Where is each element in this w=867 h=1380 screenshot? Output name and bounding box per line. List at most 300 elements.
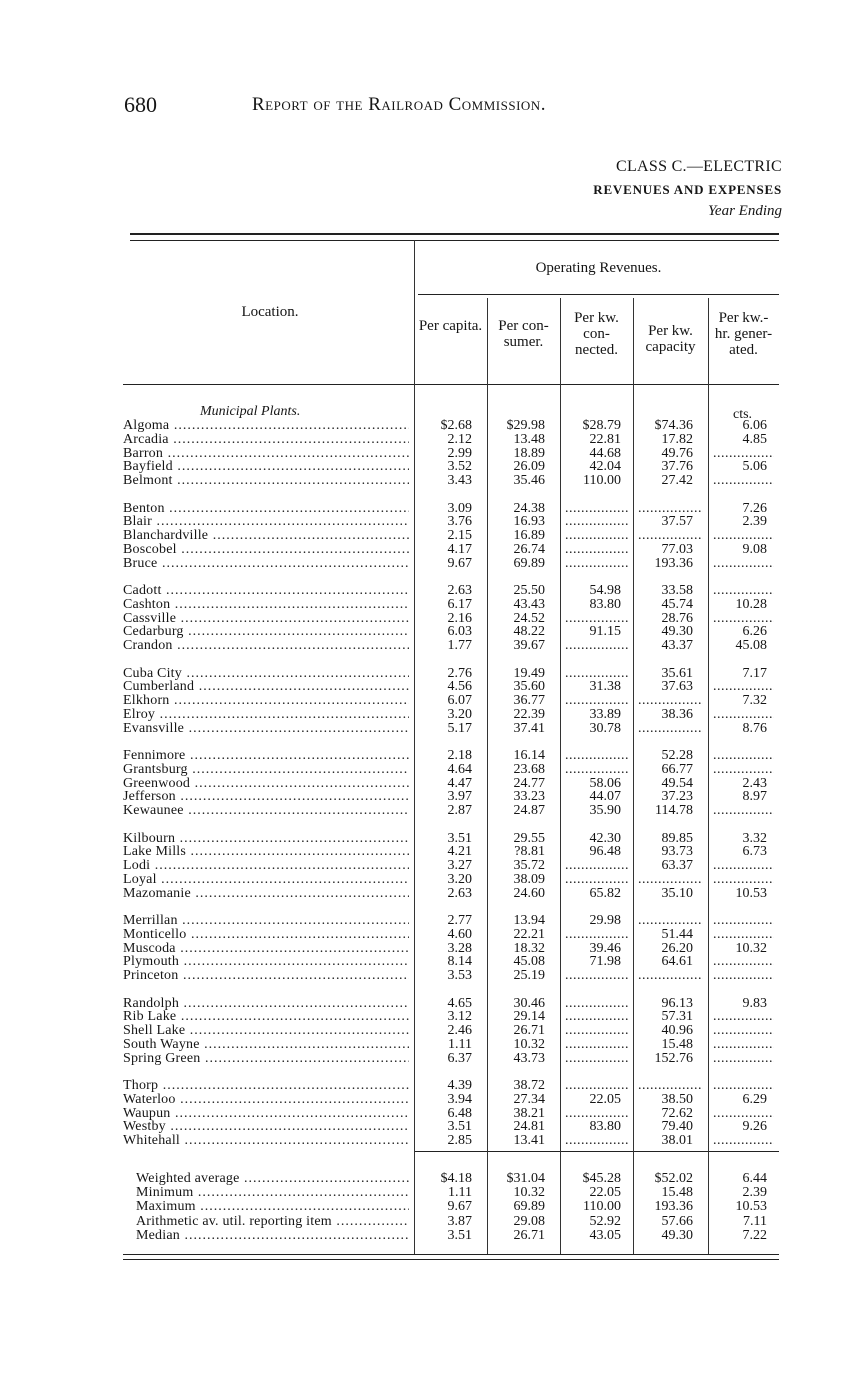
value-cell: 9.67 (447, 555, 472, 571)
value-cell: 93.73 (661, 844, 693, 860)
value-cell: 6.17 (447, 596, 472, 612)
location-name: Grantsburg ..... (123, 763, 409, 777)
blank-cell (713, 1052, 774, 1066)
blank-cell (713, 763, 774, 777)
location-header: Location. (241, 304, 299, 320)
value-cell: $31.04 (506, 1171, 545, 1186)
value-cell: 79.40 (661, 1119, 693, 1135)
value-cell: 2.12 (447, 431, 472, 447)
value-cell: 52.28 (661, 748, 693, 763)
value-cell: 26.74 (513, 541, 545, 557)
value-cell: 66.77 (661, 761, 693, 777)
value-cell: 24.77 (513, 775, 545, 791)
value-cell: 52.92 (589, 1213, 621, 1229)
value-cell: 38.09 (513, 871, 545, 887)
value-cell: 57.66 (661, 1213, 693, 1229)
value-cell: $28.79 (582, 418, 621, 433)
location-name: Waterloo ..... (123, 1093, 409, 1107)
value-cell: 64.61 (661, 954, 693, 970)
location-name: Barron ..... (123, 447, 409, 461)
value-cell: 4.21 (447, 844, 472, 860)
blank-cell (713, 1010, 774, 1024)
blank-cell (713, 1038, 774, 1052)
value-cell: 29.55 (513, 830, 545, 846)
value-cell: 6.26 (742, 624, 767, 640)
value-cell: 16.89 (513, 528, 545, 544)
location-name: Bruce ..... (123, 557, 409, 571)
column-divider (708, 298, 709, 1254)
value-cell: 16.93 (513, 514, 545, 530)
value-cell: 43.37 (661, 638, 693, 654)
value-cell: 110.00 (583, 473, 621, 489)
value-cell: 33.89 (589, 706, 621, 722)
value-cell: 3.27 (447, 858, 472, 874)
location-name: Maximum ..... (136, 1200, 409, 1214)
value-cell: 7.32 (742, 693, 767, 709)
value-cell: 26.09 (513, 459, 545, 475)
value-cell: 42.30 (589, 830, 621, 846)
value-cell: 6.73 (742, 844, 767, 860)
value-cell: 22.05 (589, 1185, 621, 1201)
blank-cell (713, 1134, 774, 1148)
value-cell: 45.74 (661, 596, 693, 612)
blank-cell (565, 763, 628, 777)
blank-cell (713, 1024, 774, 1038)
value-cell: 3.20 (447, 871, 472, 887)
column-header: Per kw. capacity (645, 323, 696, 355)
value-cell: 23.68 (513, 761, 545, 777)
value-cell: 3.51 (447, 1119, 472, 1135)
location-name: Boscobel ..... (123, 543, 409, 557)
value-cell: 7.11 (743, 1213, 767, 1229)
location-name: Waupun ..... (123, 1107, 409, 1121)
value-cell: 24.81 (513, 1119, 545, 1135)
value-cell: 3.53 (447, 968, 472, 984)
value-cell: 10.28 (735, 596, 767, 612)
value-cell: 40.96 (661, 1023, 693, 1039)
column-header: Per capita. (418, 318, 483, 334)
value-cell: 83.80 (589, 1119, 621, 1135)
location-name: Cedarburg ..... (123, 625, 409, 639)
value-cell: 22.39 (513, 706, 545, 722)
location-name: Bayfield ..... (123, 460, 409, 474)
section-label: Municipal Plants. (200, 404, 301, 419)
value-cell: 10.53 (735, 885, 767, 901)
value-cell: 7.26 (742, 500, 767, 516)
value-cell: 49.76 (661, 445, 693, 461)
value-cell: 3.76 (447, 514, 472, 530)
value-cell: 24.60 (513, 885, 545, 901)
value-cell: 96.13 (661, 995, 693, 1011)
column-header: Per kw. con-nected. (574, 310, 619, 358)
blank-cell (713, 928, 774, 942)
value-cell: 16.14 (513, 748, 545, 763)
value-cell: 54.98 (589, 583, 621, 598)
value-cell: 6.48 (447, 1105, 472, 1121)
value-cell: 44.07 (589, 789, 621, 805)
value-cell: 17.82 (661, 431, 693, 447)
value-cell: 39.46 (589, 940, 621, 956)
table-top-rule-inner (130, 240, 779, 241)
location-name: Arcadia ..... (123, 433, 409, 447)
summary-rule (414, 1151, 779, 1152)
unit-label: cts. (733, 407, 753, 422)
value-cell: 152.76 (654, 1050, 693, 1066)
location-name: Kewaunee ..... (123, 804, 409, 818)
value-cell: 69.89 (513, 1199, 545, 1215)
value-cell: 13.94 (513, 913, 545, 928)
value-cell: 28.76 (661, 610, 693, 626)
value-cell: 22.05 (589, 1091, 621, 1107)
blank-cell (638, 1079, 703, 1093)
blank-cell (638, 873, 703, 887)
location-name: Muscoda ..... (123, 942, 409, 956)
blank-cell (565, 515, 628, 529)
value-cell: 31.38 (589, 679, 621, 695)
value-cell: $45.28 (582, 1171, 621, 1186)
value-cell: 193.36 (654, 1199, 693, 1215)
value-cell: 83.80 (589, 596, 621, 612)
blank-cell (638, 529, 703, 543)
value-cell: 114.78 (655, 803, 693, 819)
column-divider (633, 298, 634, 1254)
location-name: Weighted average ..... (136, 1172, 409, 1186)
value-cell: 72.62 (661, 1105, 693, 1121)
blank-cell (565, 694, 628, 708)
class-title: CLASS C.—ELECTRIC (615, 158, 782, 175)
value-cell: 6.29 (742, 1091, 767, 1107)
blank-cell (565, 859, 628, 873)
location-name: Algoma ..... (123, 419, 409, 433)
value-cell: 33.23 (513, 789, 545, 805)
blank-cell (713, 914, 774, 928)
value-cell: 30.78 (589, 720, 621, 736)
value-cell: 38.36 (661, 706, 693, 722)
operating-revenues-header: Operating Revenues. (535, 260, 662, 276)
value-cell: 2.63 (447, 583, 472, 598)
value-cell: 43.05 (589, 1227, 621, 1243)
location-name: Shell Lake ..... (123, 1024, 409, 1038)
blank-cell (638, 694, 703, 708)
value-cell: 25.50 (513, 583, 545, 598)
value-cell: 4.17 (447, 541, 472, 557)
blank-cell (565, 873, 628, 887)
value-cell: 58.06 (589, 775, 621, 791)
location-name: Benton ..... (123, 502, 409, 516)
location-name: Belmont ..... (123, 474, 409, 488)
value-cell: 71.98 (589, 954, 621, 970)
location-name: Elkhorn ..... (123, 694, 409, 708)
value-cell: 15.48 (661, 1036, 693, 1052)
location-name: Loyal ..... (123, 873, 409, 887)
table-period: Year Ending (707, 203, 782, 219)
value-cell: 69.89 (513, 555, 545, 571)
value-cell: 35.72 (513, 858, 545, 874)
location-name: Merrillan ..... (123, 914, 409, 928)
value-cell: 27.42 (661, 473, 693, 489)
value-cell: 24.87 (513, 803, 545, 819)
value-cell: 22.21 (513, 926, 545, 942)
value-cell: 9.83 (742, 995, 767, 1011)
location-name: Cumberland ..... (123, 680, 409, 694)
value-cell: 9.67 (447, 1199, 472, 1215)
location-name: Cuba City ..... (123, 667, 409, 681)
value-cell: 39.67 (513, 638, 545, 654)
blank-cell (565, 969, 628, 983)
blank-cell (713, 708, 774, 722)
value-cell: 49.30 (661, 624, 693, 640)
value-cell: 9.26 (742, 1119, 767, 1135)
value-cell: 4.64 (447, 761, 472, 777)
blank-cell (565, 928, 628, 942)
value-cell: 43.73 (513, 1050, 545, 1066)
blank-cell (565, 639, 628, 653)
value-cell: 2.76 (447, 665, 472, 681)
value-cell: 6.03 (447, 624, 472, 640)
value-cell: 45.08 (513, 954, 545, 970)
blank-cell (565, 543, 628, 557)
value-cell: 38.21 (513, 1105, 545, 1121)
blank-cell (565, 1079, 628, 1093)
value-cell: 6.06 (742, 418, 767, 433)
value-cell: 33.58 (661, 583, 693, 598)
value-cell: 2.39 (742, 514, 767, 530)
location-name: Randolph ..... (123, 997, 409, 1011)
value-cell: $29.98 (506, 418, 545, 433)
value-cell: 42.04 (589, 459, 621, 475)
value-cell: 8.97 (742, 789, 767, 805)
value-cell: 4.65 (447, 995, 472, 1011)
value-cell: 2.77 (447, 913, 472, 928)
blank-cell (713, 969, 774, 983)
location-name: Lake Mills ..... (123, 845, 409, 859)
location-name: Rib Lake ..... (123, 1010, 409, 1024)
blank-cell (713, 474, 774, 488)
value-cell: 45.08 (735, 638, 767, 654)
value-cell: 2.46 (447, 1023, 472, 1039)
blank-cell (565, 502, 628, 516)
blank-cell (565, 1010, 628, 1024)
value-cell: 110.00 (583, 1199, 621, 1215)
blank-cell (713, 584, 774, 598)
value-cell: 48.22 (513, 624, 545, 640)
value-cell: 37.41 (513, 720, 545, 736)
location-name: Cadott ..... (123, 584, 409, 598)
column-divider (487, 298, 488, 1254)
value-cell: 27.34 (513, 1091, 545, 1107)
value-cell: 5.06 (742, 459, 767, 475)
value-cell: 5.17 (447, 720, 472, 736)
location-name: Blair ..... (123, 515, 409, 529)
value-cell: 2.99 (447, 445, 472, 461)
table-subtitle: REVENUES AND EXPENSES (593, 182, 782, 197)
location-name: Princeton ..... (123, 969, 409, 983)
value-cell: 91.15 (589, 624, 621, 640)
value-cell: 24.38 (513, 500, 545, 516)
value-cell: 15.48 (661, 1185, 693, 1201)
value-cell: 9.08 (742, 541, 767, 557)
blank-cell (713, 873, 774, 887)
value-cell: 65.82 (589, 885, 621, 901)
value-cell: 38.01 (661, 1133, 693, 1149)
value-cell: 10.32 (513, 1185, 545, 1201)
value-cell: 4.56 (447, 679, 472, 695)
value-cell: 13.48 (513, 431, 545, 447)
value-cell: ?8.81 (514, 844, 545, 860)
blank-cell (713, 557, 774, 571)
location-name: Evansville ..... (123, 722, 409, 736)
running-title: Report of the Railroad Commission. (252, 94, 546, 115)
value-cell: 8.14 (447, 954, 472, 970)
value-cell: 25.19 (513, 968, 545, 984)
value-cell: 7.17 (742, 665, 767, 681)
table-top-rule (130, 233, 779, 235)
value-cell: 26.71 (513, 1227, 545, 1243)
value-cell: 3.94 (447, 1091, 472, 1107)
value-cell: $74.36 (654, 418, 693, 433)
value-cell: 10.32 (735, 940, 767, 956)
value-cell: 49.30 (661, 1227, 693, 1243)
table-bottom-rule (123, 1254, 779, 1255)
value-cell: 77.03 (661, 541, 693, 557)
value-cell: 13.41 (513, 1133, 545, 1149)
location-name: Minimum ..... (136, 1186, 409, 1200)
group-header-rule (418, 294, 779, 295)
value-cell: 3.32 (742, 830, 767, 846)
value-cell: 6.44 (742, 1171, 767, 1186)
value-cell: 37.23 (661, 789, 693, 805)
value-cell: 29.14 (513, 1009, 545, 1025)
value-cell: 2.15 (447, 528, 472, 544)
value-cell: 4.39 (447, 1078, 472, 1093)
header-bottom-rule (123, 384, 779, 385)
value-cell: 4.85 (742, 431, 767, 447)
value-cell: 35.10 (661, 885, 693, 901)
value-cell: 51.44 (661, 926, 693, 942)
value-cell: 37.57 (661, 514, 693, 530)
column-header: Per con-sumer. (498, 318, 549, 350)
value-cell: 38.72 (513, 1078, 545, 1093)
location-name: Spring Green ..... (123, 1052, 409, 1066)
value-cell: 4.60 (447, 926, 472, 942)
value-cell: 1.77 (447, 638, 472, 654)
location-name: Thorp ..... (123, 1079, 409, 1093)
value-cell: 2.87 (447, 803, 472, 819)
value-cell: 35.46 (513, 473, 545, 489)
blank-cell (565, 997, 628, 1011)
value-cell: 22.81 (589, 431, 621, 447)
blank-cell (565, 749, 628, 763)
value-cell: 3.87 (447, 1213, 472, 1229)
value-cell: 29.08 (513, 1213, 545, 1229)
value-cell: 63.37 (661, 858, 693, 874)
blank-cell (713, 1079, 774, 1093)
blank-cell (713, 749, 774, 763)
blank-cell (638, 722, 703, 736)
location-name: Monticello ..... (123, 928, 409, 942)
column-header: Per kw.-hr. gener-ated. (714, 310, 773, 358)
value-cell: 8.76 (742, 720, 767, 736)
location-name: Mazomanie ..... (123, 887, 409, 901)
value-cell: 26.71 (513, 1023, 545, 1039)
value-cell: 10.53 (735, 1199, 767, 1215)
value-cell: 19.49 (513, 665, 545, 681)
value-cell: 6.07 (447, 693, 472, 709)
value-cell: 44.68 (589, 445, 621, 461)
value-cell: 2.43 (742, 775, 767, 791)
value-cell: 37.76 (661, 459, 693, 475)
location-name: Greenwood ..... (123, 777, 409, 791)
value-cell: 57.31 (661, 1009, 693, 1025)
blank-cell (565, 1052, 628, 1066)
value-cell: 35.90 (589, 803, 621, 819)
blank-cell (638, 914, 703, 928)
value-cell: 3.09 (447, 500, 472, 516)
value-cell: 37.63 (661, 679, 693, 695)
value-cell: 193.36 (654, 555, 693, 571)
value-cell: 6.37 (447, 1050, 472, 1066)
location-name: Whitehall ..... (123, 1134, 409, 1148)
value-cell: 18.89 (513, 445, 545, 461)
blank-cell (565, 1024, 628, 1038)
table-bottom-rule-inner (123, 1259, 779, 1260)
value-cell: 10.32 (513, 1036, 545, 1052)
blank-cell (565, 1134, 628, 1148)
blank-cell (565, 557, 628, 571)
value-cell: 3.43 (447, 473, 472, 489)
value-cell: 30.46 (513, 995, 545, 1011)
value-cell: 35.60 (513, 679, 545, 695)
value-cell: 2.16 (447, 610, 472, 626)
value-cell: 2.63 (447, 885, 472, 901)
value-cell: 3.20 (447, 706, 472, 722)
value-cell: 2.39 (742, 1185, 767, 1201)
value-cell: $4.18 (440, 1171, 472, 1186)
value-cell: 35.61 (661, 665, 693, 681)
location-name: Jefferson ..... (123, 790, 409, 804)
blank-cell (713, 529, 774, 543)
value-cell: 24.52 (513, 610, 545, 626)
value-cell: 1.11 (448, 1036, 472, 1052)
blank-cell (565, 529, 628, 543)
location-name: Fennimore ..... (123, 749, 409, 763)
location-name: Arithmetic av. util. reporting item ..... (136, 1215, 409, 1229)
location-name: Blanchardville ..... (123, 529, 409, 543)
value-cell: 26.20 (661, 940, 693, 956)
value-cell: 3.51 (447, 830, 472, 846)
value-cell: 3.51 (447, 1227, 472, 1243)
value-cell: 1.11 (448, 1185, 472, 1201)
location-name: Elroy ..... (123, 708, 409, 722)
location-name: Cashton ..... (123, 598, 409, 612)
location-name: Plymouth ..... (123, 955, 409, 969)
value-cell: 2.18 (447, 748, 472, 763)
location-name: South Wayne ..... (123, 1038, 409, 1052)
value-cell: 96.48 (589, 844, 621, 860)
value-cell: 3.97 (447, 789, 472, 805)
column-divider (560, 298, 561, 1254)
value-cell: $2.68 (440, 418, 472, 433)
location-name: Median ..... (136, 1229, 409, 1243)
value-cell: 43.43 (513, 596, 545, 612)
value-cell: 3.52 (447, 459, 472, 475)
value-cell: 36.77 (513, 693, 545, 709)
blank-cell (713, 859, 774, 873)
value-cell: 3.28 (447, 940, 472, 956)
location-name: Kilbourn ..... (123, 832, 409, 846)
value-cell: 49.54 (661, 775, 693, 791)
value-cell: 38.50 (661, 1091, 693, 1107)
